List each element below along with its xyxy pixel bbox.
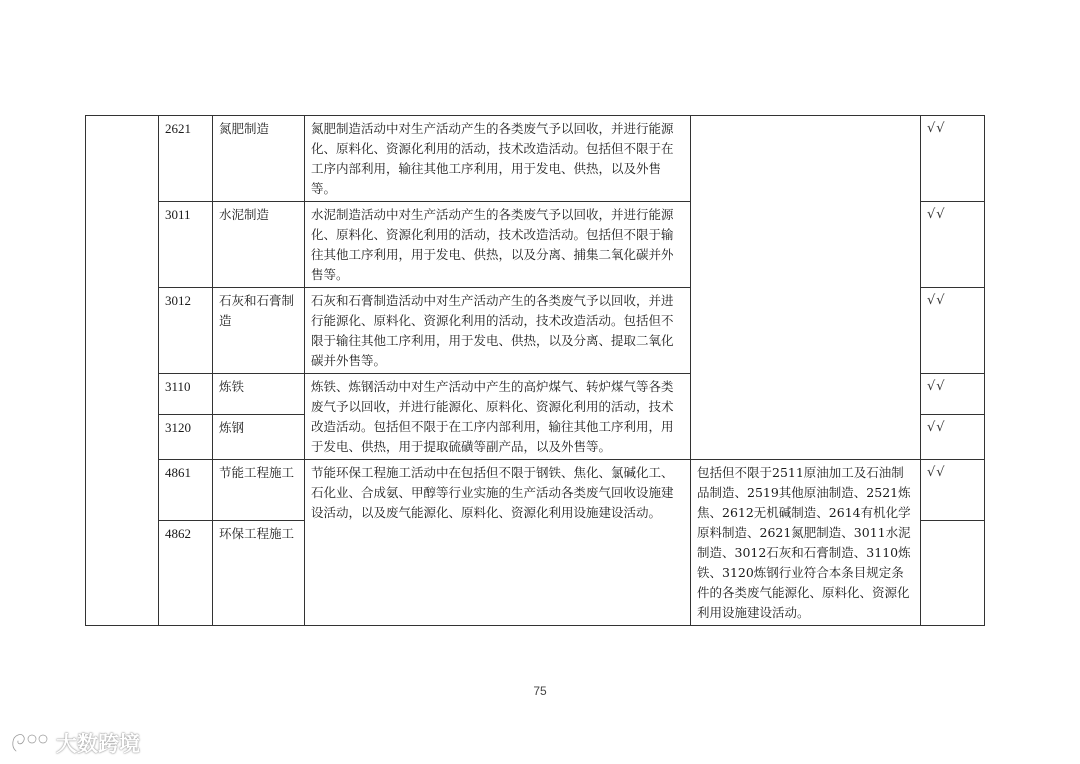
industry-code: 3110 — [159, 374, 213, 415]
industry-name: 石灰和石膏制造 — [213, 288, 305, 374]
industry-code: 4861 — [159, 460, 213, 521]
note-cell — [691, 116, 921, 460]
industry-name: 炼钢 — [213, 414, 305, 459]
industry-code: 3012 — [159, 288, 213, 374]
check-mark: √√ — [921, 288, 985, 374]
check-mark — [921, 520, 985, 625]
industry-code: 3011 — [159, 202, 213, 288]
table-row — [86, 460, 985, 521]
activity-description: 炼铁、炼钢活动中对生产活动中产生的高炉煤气、转炉煤气等各类废气予以回收，并进行能源化、原料化、资源化利用的活动，技术改造活动。包括但不限于在工序内部利用，输往其他工序利用，用于发电、供热，用于提取硫磺等副产品，以及外售等。 — [305, 374, 691, 460]
check-mark: √√ — [921, 116, 985, 202]
activity-description: 氮肥制造活动中对生产活动产生的各类废气予以回收，并进行能源化、原料化、资源化利用的活动，技术改造活动。包括但不限于在工序内部利用，输往其他工序利用，用于发电、供热，以及外售等。 — [305, 116, 691, 202]
check-mark: √√ — [921, 414, 985, 459]
activity-description: 水泥制造活动中对生产活动产生的各类废气予以回收，并进行能源化、原料化、资源化利用的活动，技术改造活动。包括但不限于输往其他工序利用，用于发电、供热，以及分离、捕集二氧化碳并外售等。 — [305, 202, 691, 288]
industry-name: 环保工程施工 — [213, 520, 305, 625]
table-row — [86, 116, 985, 202]
classification-table — [85, 115, 985, 626]
category-cell — [86, 116, 159, 626]
check-mark: √√ — [921, 374, 985, 415]
watermark — [10, 728, 140, 758]
industry-name: 氮肥制造 — [213, 116, 305, 202]
check-mark: √√ — [921, 460, 985, 521]
watermark-text: 大数跨境 — [56, 732, 140, 756]
industry-name: 节能工程施工 — [213, 460, 305, 521]
industry-code: 4862 — [159, 520, 213, 625]
activity-description: 节能环保工程施工活动中在包括但不限于钢铁、焦化、氯碱化工、石化业、合成氨、甲醇等行业实施的生产活动各类废气回收设施建设活动，以及废气能源化、原料化、资源化利用设施建设活动。 — [305, 460, 691, 626]
logo-swirl-icon — [10, 731, 50, 755]
note-cell: 包括但不限于2511原油加工及石油制品制造、2519其他原油制造、2521炼焦、2612无机碱制造、2614有机化学原料制造、2621氮肥制造、3011水泥制造、3012石灰和石膏制造、3110炼铁、3120炼钢行业符合本条目规定条件的各类废气能源化、原料化、资源化利用设施建设活动。 — [691, 460, 921, 626]
industry-code: 2621 — [159, 116, 213, 202]
industry-code: 3120 — [159, 414, 213, 459]
industry-name: 炼铁 — [213, 374, 305, 415]
industry-name: 水泥制造 — [213, 202, 305, 288]
page-number: 75 — [533, 684, 547, 698]
activity-description: 石灰和石膏制造活动中对生产活动产生的各类废气予以回收，并进行能源化、原料化、资源化利用的活动，技术改造活动。包括但不限于输往其他工序利用，用于发电、供热，以及分离、提取二氧化碳并外售等。 — [305, 288, 691, 374]
check-mark: √√ — [921, 202, 985, 288]
